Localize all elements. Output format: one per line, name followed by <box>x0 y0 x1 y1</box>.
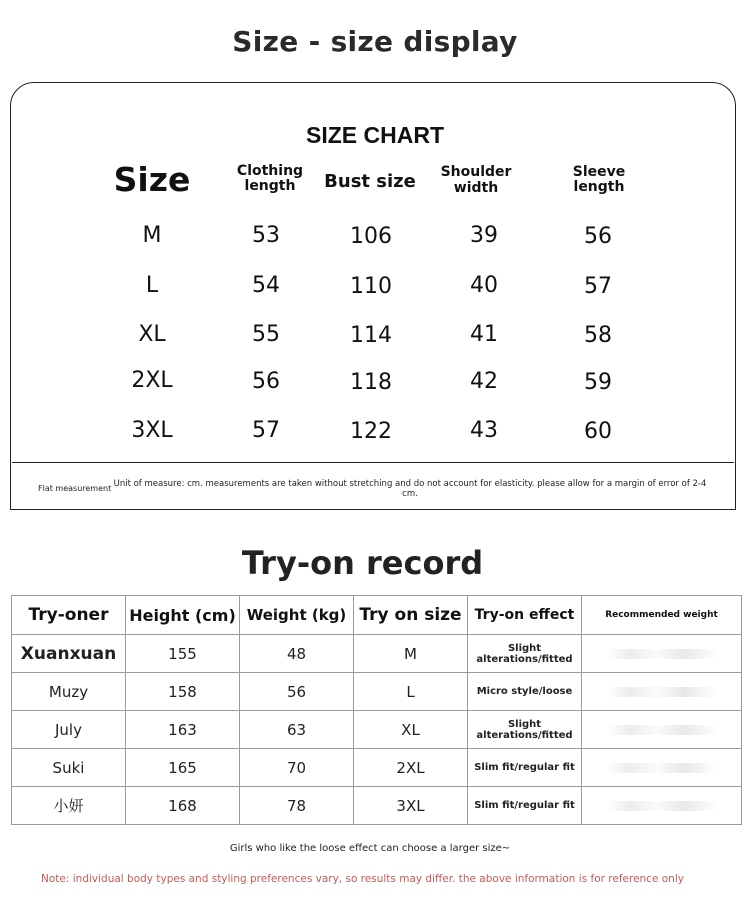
unit-note: Unit of measure: cm. measurements are taken without stretching and do not account for elasticity. please allow for a margin of error of 2-4 cm. <box>113 479 707 499</box>
size-cell: M <box>142 223 162 248</box>
tryon-table <box>11 595 742 825</box>
header-recommended-weight: Recommended weight <box>582 596 742 635</box>
weight-cell: 48 <box>240 635 354 673</box>
shoulder-cell: 39 <box>470 223 498 248</box>
tryoner-cell: Xuanxuan <box>12 635 126 673</box>
length-cell: 57 <box>252 418 280 443</box>
weight-cell: 70 <box>240 749 354 787</box>
header-height: Height (cm) <box>126 596 240 635</box>
sleeve-cell: 59 <box>584 370 612 395</box>
header-bust-size: Bust size <box>324 171 416 192</box>
table-row <box>12 673 742 711</box>
height-cell: 155 <box>126 635 240 673</box>
height-cell: 168 <box>126 787 240 825</box>
size-cell: L <box>354 673 468 711</box>
effect-cell: Slim fit/regular fit <box>468 749 582 787</box>
header-tryon-size: Try on size <box>354 596 468 635</box>
recommended-weight-cell <box>582 749 742 787</box>
blurred-content <box>607 763 717 773</box>
tryoner-cell: Suki <box>12 749 126 787</box>
size-cell: M <box>354 635 468 673</box>
header-sleeve-length: Sleeve length <box>572 164 626 195</box>
header-clothing-length: Clothing length <box>236 163 304 194</box>
blurred-content <box>607 725 717 735</box>
bust-cell: 114 <box>350 323 392 348</box>
sleeve-cell: 58 <box>584 323 612 348</box>
size-cell: XL <box>354 711 468 749</box>
recommended-weight-cell <box>582 673 742 711</box>
bust-cell: 118 <box>350 370 392 395</box>
height-cell: 163 <box>126 711 240 749</box>
blurred-content <box>607 649 717 659</box>
recommended-weight-cell <box>582 635 742 673</box>
length-cell: 53 <box>252 223 280 248</box>
tryon-title: Try-on record <box>241 544 484 582</box>
shoulder-cell: 40 <box>470 273 498 298</box>
sleeve-cell: 57 <box>584 274 612 299</box>
bust-cell: 110 <box>350 274 392 299</box>
header-size: Size <box>113 160 191 199</box>
blurred-content <box>607 801 717 811</box>
length-cell: 55 <box>252 322 280 347</box>
header-shoulder-width: Shoulder width <box>440 164 512 196</box>
shoulder-cell: 43 <box>470 418 498 443</box>
length-cell: 54 <box>252 273 280 298</box>
header-tryon-effect: Try-on effect <box>468 596 582 635</box>
bust-cell: 106 <box>350 224 392 249</box>
sleeve-cell: 60 <box>584 419 612 444</box>
sleeve-cell: 56 <box>584 224 612 249</box>
shoulder-cell: 42 <box>470 369 498 394</box>
table-row <box>12 711 742 749</box>
disclaimer-note: Note: individual body types and styling preferences vary, so results may differ. the above information is for reference only <box>41 873 684 885</box>
height-cell: 158 <box>126 673 240 711</box>
effect-cell: Slight alterations/fitted <box>468 635 582 673</box>
flat-measurement-label: Flat measurement <box>38 484 112 493</box>
recommended-weight-cell <box>582 787 742 825</box>
table-row <box>12 787 742 825</box>
size-cell: 2XL <box>354 749 468 787</box>
weight-cell: 78 <box>240 787 354 825</box>
tryoner-cell: July <box>12 711 126 749</box>
effect-cell: Micro style/loose <box>468 673 582 711</box>
height-cell: 165 <box>126 749 240 787</box>
shoulder-cell: 41 <box>470 322 498 347</box>
effect-cell: Slight alterations/fitted <box>468 711 582 749</box>
recommended-weight-cell <box>582 711 742 749</box>
table-row <box>12 635 742 673</box>
weight-cell: 63 <box>240 711 354 749</box>
loose-effect-note: Girls who like the loose effect can choose a larger size~ <box>229 843 511 854</box>
bust-cell: 122 <box>350 419 392 444</box>
effect-cell: Slim fit/regular fit <box>468 787 582 825</box>
size-cell: L <box>145 273 159 298</box>
weight-cell: 56 <box>240 673 354 711</box>
size-cell: 3XL <box>354 787 468 825</box>
length-cell: 56 <box>252 369 280 394</box>
blurred-content <box>607 687 717 697</box>
header-tryoner: Try-oner <box>12 596 126 635</box>
tryoner-cell: Muzy <box>12 673 126 711</box>
tryon-header-row <box>12 596 742 635</box>
chart-divider <box>12 462 734 463</box>
size-chart-title: SIZE CHART <box>306 122 444 148</box>
header-weight: Weight (kg) <box>240 596 354 635</box>
table-row <box>12 749 742 787</box>
size-cell: 2XL <box>131 368 173 393</box>
size-cell: 3XL <box>131 418 173 443</box>
tryoner-cell: 小妍 <box>12 787 126 825</box>
size-cell: XL <box>138 322 166 347</box>
page-title: Size - size display <box>232 25 518 58</box>
